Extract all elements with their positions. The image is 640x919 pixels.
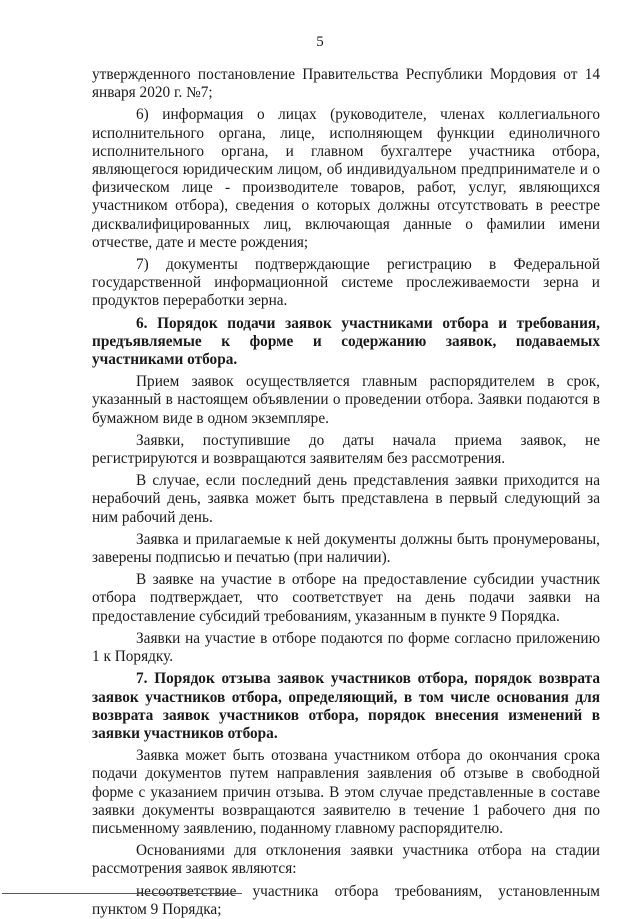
paragraph: 6) информация о лицах (руководителе, членах коллегиального исполнительного органа, лице, исполняющем функции единоличного исполнительного органа, и главном бухгалтере участника отбора, являющегося юридическим лицом, об индивидуальном предпринимателе и о физическом лице - производителе товаров, работ, услуг, являющихся участником отбора), сведения о которых должны отсутствовать в реестре дисквалифицированных лиц, включающая данные о фамилии имени отчестве, дате и месте рождения; bbox=[92, 106, 600, 251]
paragraph: 7) документы подтверждающие регистрацию в Федеральной государственной информационной системе прослеживаемости зерна и продуктов переработки зерна. bbox=[92, 256, 600, 310]
section-heading: 7. Порядок отзыва заявок участников отбора, порядок возврата заявок участников отбора, определяющий, в том числе основания для возврата заявок участников отбора, порядок внесения изменений в заявки участников отбора. bbox=[92, 670, 600, 742]
paragraph: Заявки на участие в отборе подаются по форме согласно приложению 1 к Порядку. bbox=[92, 629, 600, 666]
document-body bbox=[92, 66, 600, 919]
paragraph: В случае, если последний день представления заявки приходится на нерабочий день, заявка может быть представлена в первый следующий за ним рабочий день. bbox=[92, 472, 600, 526]
paragraph: Заявки, поступившие до даты начала приема заявок, не регистрируются и возвращаются заявителям без рассмотрения. bbox=[92, 431, 600, 468]
footer-divider bbox=[2, 893, 242, 894]
paragraph: Основаниями для отклонения заявки участника отбора на стадии рассмотрения заявок являются: bbox=[92, 842, 600, 878]
page-number: 5 bbox=[316, 34, 324, 50]
paragraph: несоответствие участника отбора требованиям, установленным пунктом 9 Порядка; bbox=[92, 882, 600, 918]
section-heading: 6. Порядок подачи заявок участниками отбора и требования, предъявляемые к форме и содержанию заявок, подаваемых участниками отбора. bbox=[92, 314, 600, 369]
paragraph: Заявка и прилагаемые к ней документы должны быть пронумерованы, заверены подписью и печатью (при наличии). bbox=[92, 530, 600, 567]
paragraph: Заявка может быть отозвана участником отбора до окончания срока подачи документов путем направления заявления об отзыве в свободной форме с указанием причин отзыва. В этом случае представленные в составе заявки документы возвращаются заявителю в течение 1 рабочего дня по письменному заявлению, поданному главному распорядителю. bbox=[92, 747, 600, 837]
paragraph: утвержденного постановление Правительства Республики Мордовия от 14 января 2020 г. №7; bbox=[92, 66, 600, 102]
paragraph: В заявке на участие в отборе на предоставление субсидии участник отбора подтверждает, что соответствует на день подачи заявки на предоставление субсидий требованиям, указанным в пункте 9 Порядка. bbox=[92, 571, 600, 625]
paragraph: Прием заявок осуществляется главным распорядителем в срок, указанный в настоящем объявлении о проведении отбора. Заявки подаются в бумажном виде в одном экземпляре. bbox=[92, 373, 600, 427]
